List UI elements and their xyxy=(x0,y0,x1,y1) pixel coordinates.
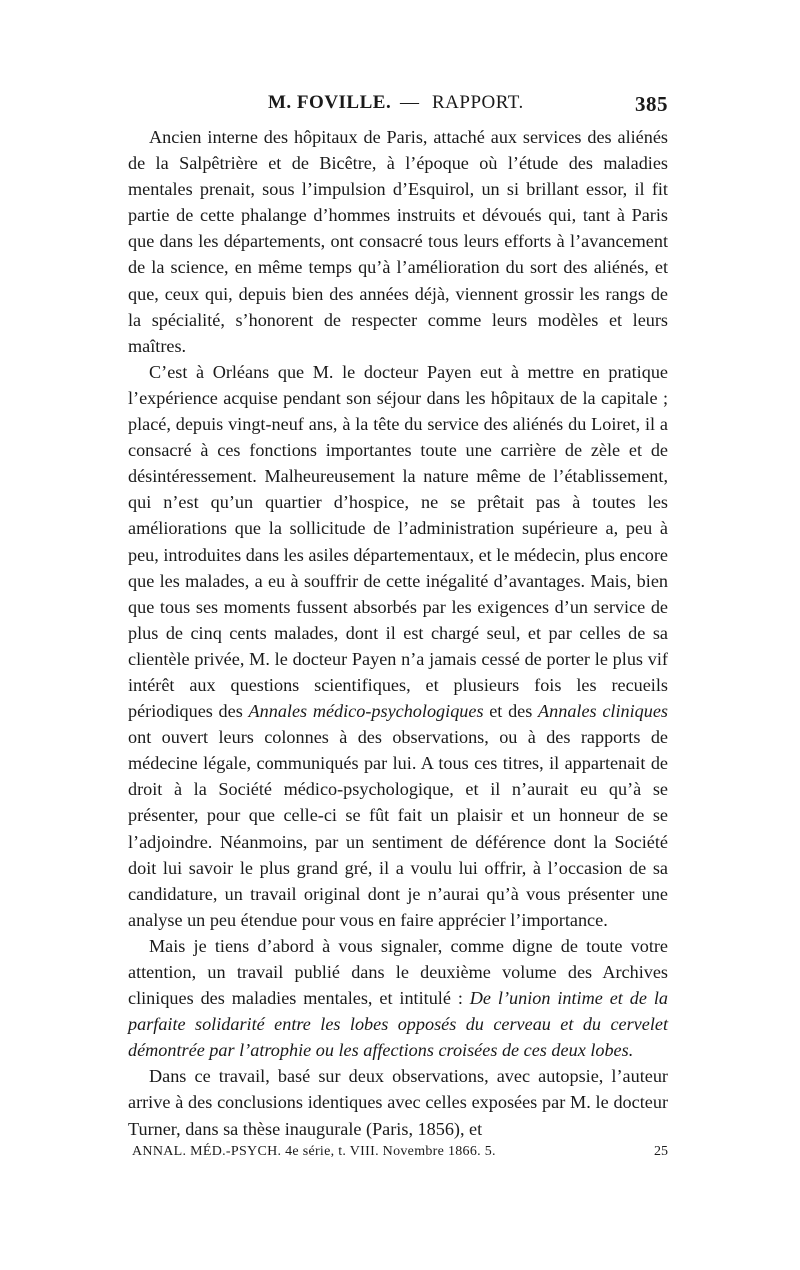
book-page xyxy=(128,92,668,1166)
text-run: Ancien interne des hôpitaux de Paris, attaché aux services des aliénés de la Salpêtrière et de Bicêtre, à l’époque où l’étude des maladies mentales prenait, sous l’impulsion d’Esquirol, un si brillant essor, il fit partie de cette phalange d’hommes instruits et dévoués qui, tant à Paris que dans les départements, ont consacré tous leurs efforts à l’avancement de la science, en même temps qu’à l’amélioration du sort des aliénés, et que, ceux qui, depuis bien des années déjà, viennent grossir les rangs de la spécialité, s’honorent de respecter comme leurs modèles et leurs maîtres. xyxy=(128,127,668,356)
paragraph xyxy=(128,124,668,359)
body-text xyxy=(128,124,668,1142)
text-run: Mais je tiens d’abord à vous signaler, comme digne de toute votre attention, un travail publié dans le deuxième volume des Archives cliniques des maladies mentales, et intitulé : xyxy=(128,935,668,1009)
header-dash: — xyxy=(400,92,420,113)
header-author: M. FOVILLE. xyxy=(268,92,392,113)
italic-title: Annales cliniques xyxy=(538,701,668,722)
paragraph xyxy=(128,359,668,933)
text-run: et des xyxy=(483,701,539,722)
italic-title: Annales médico-psychologiques xyxy=(248,701,484,722)
text-run: Dans ce travail, basé sur deux observations, avec autopsie, l’auteur arrive à des conclusions identiques avec celles exposées par M. le docteur Turner, dans sa thèse inaugurale (Paris, 1856), et xyxy=(128,1066,668,1139)
header-section: RAPPORT. xyxy=(432,92,524,113)
italic-title: De l’union intime et de la parfaite solidarité entre les lobes opposés du cerveau et du cervelet démontrée par l’atrophie ou les affections croisées de ces deux lobes. xyxy=(128,988,668,1061)
text-run: C’est à Orléans que M. le docteur Payen eut à mettre en pratique l’expérience acquise pendant son séjour dans les hôpitaux de la capitale ; placé, depuis vingt-neuf ans, à la tête du service des aliénés du Loiret, il a consacré à ces fonctions importantes toute une carrière de zèle et de désintéressement. Malheureusement la nature même de l’établissement, qui n’est qu’un quartier d’hospice, ne se prêtait pas à toutes les améliorations que la sollicitude de l’administration supérieure a, peu à peu, introduites dans les asiles départementaux, et le médecin, plus encore que les malades, a eu à souffrir de cette inégalité d’avantages. Mais, bien que tous ses moments fussent absorbés par les exigences d’un service de plus de cinq cents malades, dont il est chargé seul, et par celles de sa clientèle privée, M. le docteur Payen n’a jamais cessé de porter le plus vif intérêt aux questions scientifiques, et plusieurs fois les recueils périodiques des xyxy=(128,361,668,722)
page-footer xyxy=(128,1144,668,1166)
footer-signature: 25 xyxy=(654,1143,668,1159)
footer-reference: ANNAL. MÉD.-PSYCH. 4e série, t. VIII. Novembre 1866. 5. xyxy=(132,1143,496,1159)
page-number: 385 xyxy=(635,92,668,116)
text-run: ont ouvert leurs colonnes à des observations, ou à des rapports de médecine légale, communiqués par lui. A tous ces titres, il appartenait de droit à la Société médico-psychologique, et il n’aurait eu qu’à se présenter, pour que celle-ci se fût fait un plaisir et un honneur de se l’adjoindre. Néanmoins, par un sentiment de déférence dont la Société doit lui savoir le plus grand gré, il a voulu lui offrir, à l’occasion de sa candidature, un travail original dont je n’aurai qu’à vous présenter une analyse un peu étendue pour vous en faire apprécier l’importance. xyxy=(128,727,668,930)
running-header xyxy=(128,92,668,118)
paragraph xyxy=(128,933,668,1063)
paragraph xyxy=(128,1063,668,1141)
